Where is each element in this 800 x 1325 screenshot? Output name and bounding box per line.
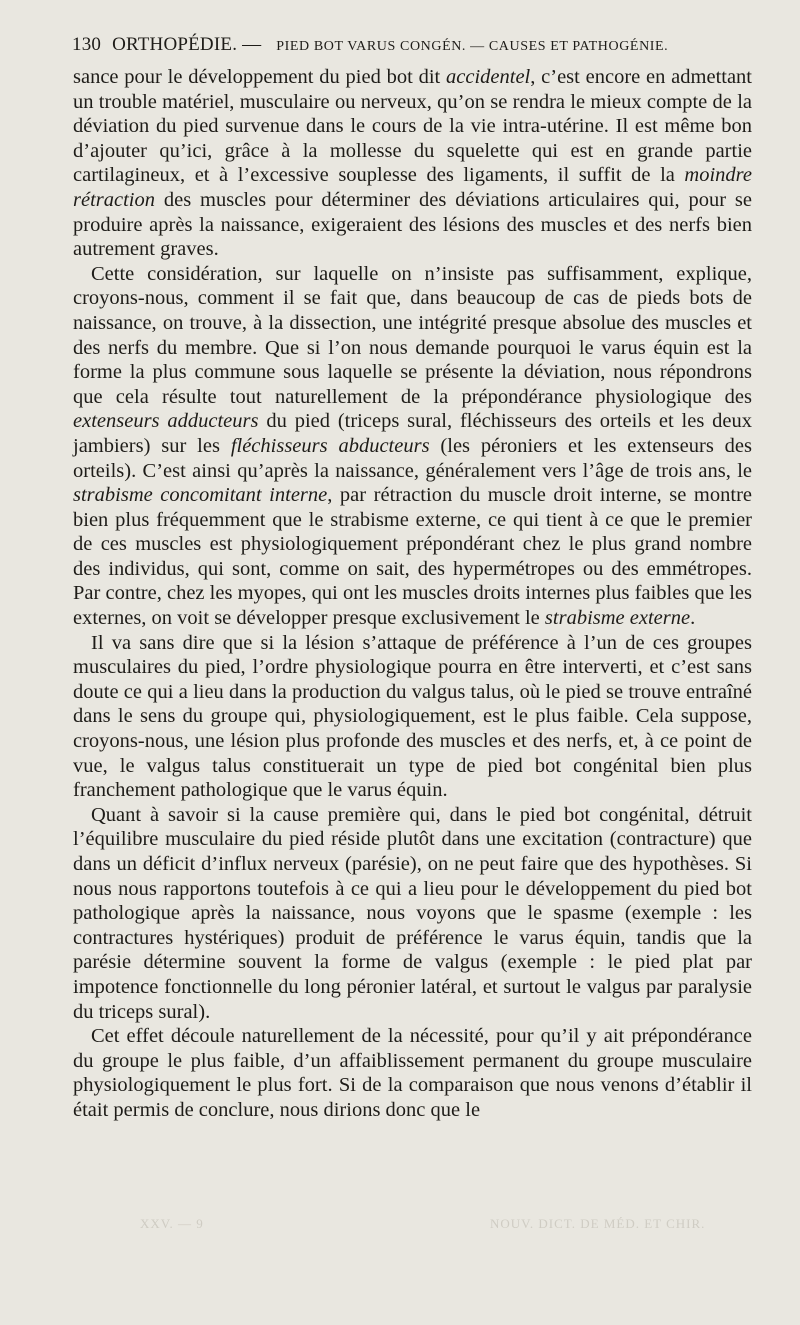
text-run: , c’est encore en admettant un trouble matériel, musculaire ou nerveux, qu’on se rendra le mieux compte de la déviation du pied survenue dans le cours de la vie intra-utérine. Il est même bon d’ajouter qu’ici, grâce à la mollesse du squelette qui est en grande partie cartilagineux, et à l’excessive souplesse des ligaments, il suffit de la [73,66,752,187]
paragraph [73,631,752,803]
paragraph [73,803,752,1024]
paragraph [73,262,752,631]
header-title: ORTHOPÉDIE. — [112,34,262,55]
paragraph [73,65,752,262]
text-run: . [690,607,696,630]
italic-term: strabisme externe [544,607,691,630]
text-run: Cette considération, sur laquelle on n’insiste pas suffisamment, explique, croyons-nous, comment il se fait que, dans beaucoup de cas de pieds bots de naissance, on trouve, à la dissection, une intégrité presque absolue des muscles et des nerfs du membre. Que si l’on nous demande pourquoi le varus équin est la forme la plus commune sous laquelle se présente la déviation, nous répondrons que cela résulte tout naturellement de la prépondérance physiologique des [73,262,752,408]
text-run: (les péroniers et les extenseurs des orteils). C’est ainsi qu’après la naissance, généralement vers l’âge de trois ans, le [73,434,752,482]
text-run: Il va sans dire que si la lésion s’attaque de préférence à l’un de ces groupes musculaires du pied, l’ordre physiologique pourra en être interverti, et c’est sans doute ce qui a lieu dans la production du valgus talus, où le pied se trouve entraîné dans le sens du groupe qui, physiologiquement, est le plus faible. Cela suppose, croyons-nous, une lésion plus profonde des muscles et des nerfs, et, à ce point de vue, le valgus talus constituerait un type de pied bot congénital bien plus franchement pathologique que le varus équin. [73,631,752,802]
italic-term: fléchisseurs abducteurs [230,434,430,457]
italic-term: strabisme concomitant interne [73,484,328,507]
paragraph [73,1024,752,1122]
text-run: , par rétraction du muscle droit interne, se montre bien plus fréquemment que le strabisme externe, ce qui tient à ce que le premier de ces muscles est physiologiquement prépondérant chez le plus grand nombre des individus, qui sont, comme on sait, des hypermétropes ou des emmétropes. Par contre, chez les myopes, qui ont les muscles droits internes plus faibles que les externes, on voit se développer presque exclusivement le [73,484,752,630]
bleed-through-footer-left: XXV. — 9 [140,1216,204,1231]
italic-term: extenseurs adducteurs [73,410,259,433]
text-run: des muscles pour déterminer des déviations articulaires qui, pour se produire après la naissance, exigeraient des lésions des muscles et des nerfs bien autrement graves. [73,188,752,261]
text-run: Quant à savoir si la cause première qui, dans le pied bot congénital, détruit l’équilibre musculaire du pied réside plutôt dans une excitation (contracture) que dans un déficit d’influx nerveux (parésie), on ne peut faire que des hypothèses. Si nous nous rapportons toutefois à ce qui a lieu pour le développement du pied bot pathologique après la naissance, nous voyons que le spasme (exemple : les contractures hystériques) produit de préférence le varus équin, tandis que la parésie détermine souvent la forme de valgus (exemple : le pied plat par impotence fonctionnelle du long péronier latéral, et surtout le valgus par paralysie du triceps sural). [73,803,752,1023]
italic-term: moindre rétraction [73,164,752,211]
page-number: 130 [72,34,102,55]
bleed-through-footer-right: NOUV. DICT. DE MÉD. ET CHIR. [490,1216,706,1231]
text-run: Cet effet découle naturellement de la nécessité, pour qu’il y ait prépondérance du groupe le plus faible, d’un affaiblissement permanent du groupe musculaire physiologiquement le plus fort. Si de la comparaison que nous venons d’établir il était permis de conclure, nous dirions donc que le [73,1025,752,1121]
text-run: du pied (triceps sural, fléchisseurs des orteils et les deux jambiers) sur les [73,410,753,457]
italic-term: accidentel [446,66,531,88]
header-subtitle: PIED BOT VARUS CONGÉN. — CAUSES ET PATHOGÉNIE. [276,39,669,54]
text-run: sance pour le développement du pied bot dit [73,66,447,88]
running-header [72,34,762,56]
body-text [73,65,752,1123]
